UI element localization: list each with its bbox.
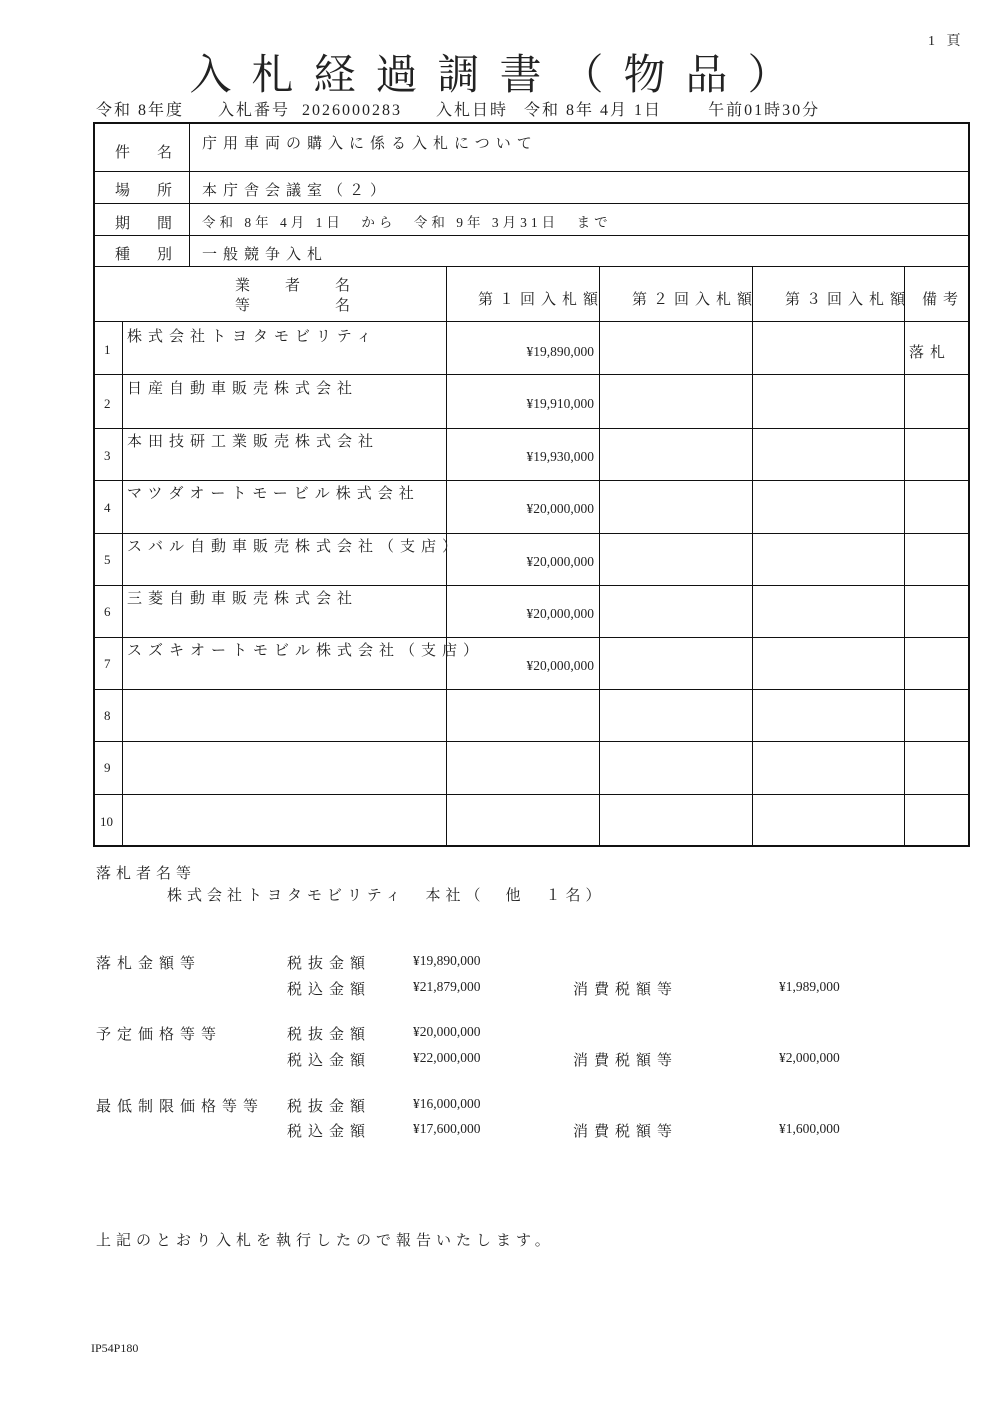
company-name: スズキオートモビル株式会社（支店） — [127, 643, 485, 659]
header-round2: 第２回入札額 — [632, 292, 759, 308]
excl-tax-label: 税抜金額 — [287, 1027, 372, 1043]
info-label-period: 期 間 — [115, 216, 179, 232]
winner-heading: 落札者名等 — [96, 866, 197, 882]
company-name: スバル自動車販売株式会社（支店） — [127, 539, 464, 555]
excl-tax-label: 税抜金額 — [287, 956, 372, 972]
form-code: IP54P180 — [91, 1341, 139, 1355]
incl-tax-amount: ¥22,000,000 — [413, 1050, 481, 1065]
info-label-subject: 件 名 — [115, 145, 179, 161]
tax-amount: ¥2,000,000 — [779, 1050, 840, 1065]
tax-label: 消費税額等 — [573, 1053, 679, 1069]
tax-amount: ¥1,989,000 — [779, 979, 840, 994]
info-value-place: 本庁舎会議室（２） — [202, 183, 392, 199]
company-name: 日産自動車販売株式会社 — [127, 381, 359, 397]
bid-amount: ¥20,000,000 — [526, 554, 594, 569]
company-name: 三菱自動車販売株式会社 — [127, 591, 359, 607]
excl-tax-label: 税抜金額 — [287, 1099, 372, 1115]
tax-amount: ¥1,600,000 — [779, 1121, 840, 1136]
bid-amount: ¥20,000,000 — [526, 658, 594, 673]
fiscal-year: 令和 8年度 — [96, 102, 185, 119]
row-number: 3 — [104, 448, 111, 463]
info-label-type: 種 別 — [115, 247, 179, 263]
row-number: 7 — [104, 656, 111, 671]
info-label-place: 場 所 — [115, 183, 179, 199]
row-note: 落札 — [909, 345, 952, 361]
info-value-type: 一般競争入札 — [202, 247, 329, 263]
bid-amount: ¥19,930,000 — [526, 449, 594, 464]
incl-tax-amount: ¥17,600,000 — [413, 1121, 481, 1136]
company-name: 本田技研工業販売株式会社 — [127, 434, 380, 450]
bid-amount: ¥19,890,000 — [526, 344, 594, 359]
info-value-period: 令和 8年 4月 1日 から 令和 9年 3月31日 まで — [202, 215, 612, 230]
header-note: 備考 — [922, 292, 965, 308]
row-number: 8 — [104, 708, 111, 723]
winner-line: 株式会社トヨタモビリティ 本社（ 他 １名） — [167, 888, 606, 904]
info-value-subject: 庁用車両の購入に係る入札について — [202, 136, 538, 152]
row-number: 10 — [100, 814, 113, 829]
bid-amount: ¥20,000,000 — [526, 606, 594, 621]
company-name: 株式会社トヨタモビリティ — [127, 329, 378, 345]
bid-amount: ¥19,910,000 — [526, 396, 594, 411]
page-number: 1 頁 — [928, 34, 965, 49]
bid-amount: ¥20,000,000 — [526, 501, 594, 516]
incl-tax-label: 税込金額 — [287, 982, 372, 998]
summary-label: 予定価格等等 — [96, 1027, 223, 1043]
excl-tax-amount: ¥19,890,000 — [413, 953, 481, 968]
summary-label: 落札金額等 — [96, 956, 202, 972]
header-round3: 第３回入札額 — [785, 292, 912, 308]
tax-label: 消費税額等 — [573, 1124, 679, 1140]
footer-note: 上記のとおり入札を執行したので報告いたします。 — [96, 1233, 555, 1249]
row-number: 4 — [104, 500, 111, 515]
meta-line — [96, 97, 848, 120]
row-number: 2 — [104, 396, 111, 411]
bid-table — [93, 122, 970, 847]
summary-label: 最低制限価格等等 — [96, 1099, 265, 1115]
document-title: 入札経過調書（物品） — [189, 53, 810, 99]
excl-tax-amount: ¥20,000,000 — [413, 1024, 481, 1039]
bid-number-label: 入札番号 — [218, 102, 291, 119]
incl-tax-label: 税込金額 — [287, 1053, 372, 1069]
bid-number: 2026000283 — [302, 102, 403, 119]
row-number: 9 — [104, 760, 111, 775]
incl-tax-label: 税込金額 — [287, 1124, 372, 1140]
excl-tax-amount: ¥16,000,000 — [413, 1096, 481, 1111]
header-round1: 第１回入札額 — [478, 292, 605, 308]
bid-date-label: 入札日時 — [436, 102, 509, 119]
header-company: 業 者 名 等 名 — [235, 278, 361, 314]
incl-tax-amount: ¥21,879,000 — [413, 979, 481, 994]
bid-time: 午前01時30分 — [708, 102, 821, 119]
bid-date: 令和 8年 4月 1日 — [524, 102, 663, 119]
row-number: 5 — [104, 552, 111, 567]
row-number: 6 — [104, 604, 111, 619]
row-number: 1 — [104, 342, 111, 357]
tax-label: 消費税額等 — [573, 982, 679, 998]
company-name: マツダオートモービル株式会社 — [127, 486, 420, 502]
